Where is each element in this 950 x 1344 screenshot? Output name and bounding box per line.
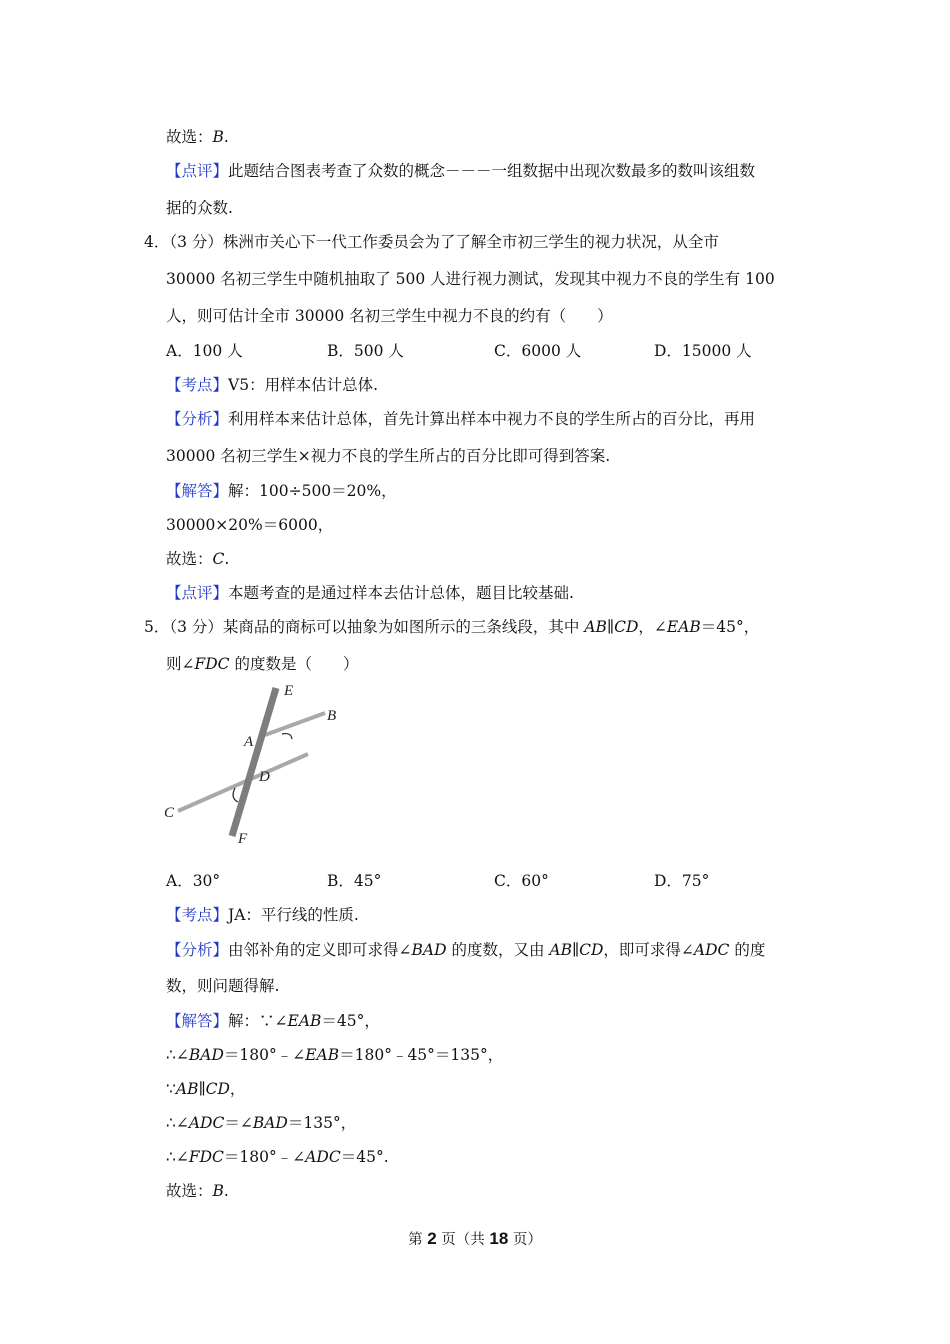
q5-jieda-line2: ∴∠BAD＝180°﹣∠EAB＝180°﹣45°＝135°，	[166, 1046, 504, 1064]
q4-option-a: A．100 人	[166, 342, 243, 360]
q4-option-b: B．500 人	[327, 342, 404, 360]
q4-stem-line1: 4．（3 分）株洲市关心下一代工作委员会为了了解全市初三学生的视力状况，从全市	[144, 233, 719, 251]
prev-comment-line2: 据的众数.	[166, 199, 233, 217]
angle-arc-a	[282, 734, 292, 739]
q4-answer: 故选：C.	[166, 550, 230, 568]
q4-fenxi-line2: 30000 名初三学生×视力不良的学生所占的百分比即可得到答案.	[166, 447, 611, 465]
page-number: 2	[427, 1229, 437, 1248]
q4-jieda-line2: 30000×20%＝6000，	[166, 516, 334, 534]
prev-comment-line1: 【点评】此题结合图表考查了众数的概念－－－一组数据中出现次数最多的数叫该组数	[166, 162, 756, 180]
q5-fenxi-line1: 【分析】由邻补角的定义即可求得∠BAD 的度数，又由 AB∥CD，即可求得∠ADC 的度	[166, 941, 766, 959]
q4-kaodian: 【考点】V5：用样本估计总体.	[166, 376, 378, 394]
label-e: E	[284, 683, 294, 699]
q5-kaodian: 【考点】JA：平行线的性质.	[166, 906, 359, 924]
segment-ef	[232, 688, 276, 836]
q5-jieda-line4: ∴∠ADC＝∠BAD＝135°，	[166, 1114, 357, 1132]
q4-option-d: D．15000 人	[654, 342, 752, 360]
comment-tag: 【点评】	[166, 162, 229, 180]
label-f: F	[238, 831, 248, 847]
q5-option-d: D．75°	[654, 872, 710, 890]
angle-arc-d	[233, 788, 238, 802]
prev-answer: 故选：B.	[166, 128, 229, 146]
page-footer: 第 2 页（共 18 页）	[408, 1229, 542, 1248]
q4-stem-line3: 人，则可估计全市 30000 名初三学生中视力不良的约有（ ）	[166, 307, 613, 325]
q5-jieda-line1: 【解答】解：∵∠EAB＝45°，	[166, 1012, 380, 1030]
label-c: C	[164, 805, 175, 821]
page-total: 18	[489, 1229, 509, 1248]
label-b: B	[327, 708, 337, 724]
q5-jieda-line3: ∵AB∥CD，	[166, 1080, 246, 1098]
q5-answer: 故选：B.	[166, 1182, 229, 1200]
label-a: A	[244, 734, 254, 750]
q4-stem-line2: 30000 名初三学生中随机抽取了 500 人进行视力测试，发现其中视力不良的学生有 100	[166, 270, 775, 288]
q5-stem-line2: 则∠FDC 的度数是（ ）	[166, 655, 359, 673]
parallel-lines-figure	[160, 680, 360, 850]
label-d: D	[259, 769, 270, 785]
segment-ab	[265, 713, 325, 735]
q5-stem-line1: 5．（3 分）某商品的商标可以抽象为如图所示的三条线段，其中 AB∥CD，∠EAB＝45°，	[144, 618, 760, 636]
q5-option-b: B．45°	[327, 872, 382, 890]
q5-option-a: A．30°	[166, 872, 221, 890]
q4-fenxi-line1: 【分析】利用样本来估计总体，首先计算出样本中视力不良的学生所占的百分比，再用	[166, 410, 756, 428]
q4-jieda-line1: 【解答】解：100÷500＝20%，	[166, 482, 397, 500]
q4-option-c: C．6000 人	[494, 342, 582, 360]
q5-option-c: C．60°	[494, 872, 549, 890]
q5-jieda-line5: ∴∠FDC＝180°﹣∠ADC＝45°.	[166, 1148, 389, 1166]
q5-fenxi-line2: 数，则问题得解.	[166, 977, 280, 995]
q4-dianping: 【点评】本题考查的是通过样本去估计总体，题目比较基础.	[166, 584, 574, 602]
